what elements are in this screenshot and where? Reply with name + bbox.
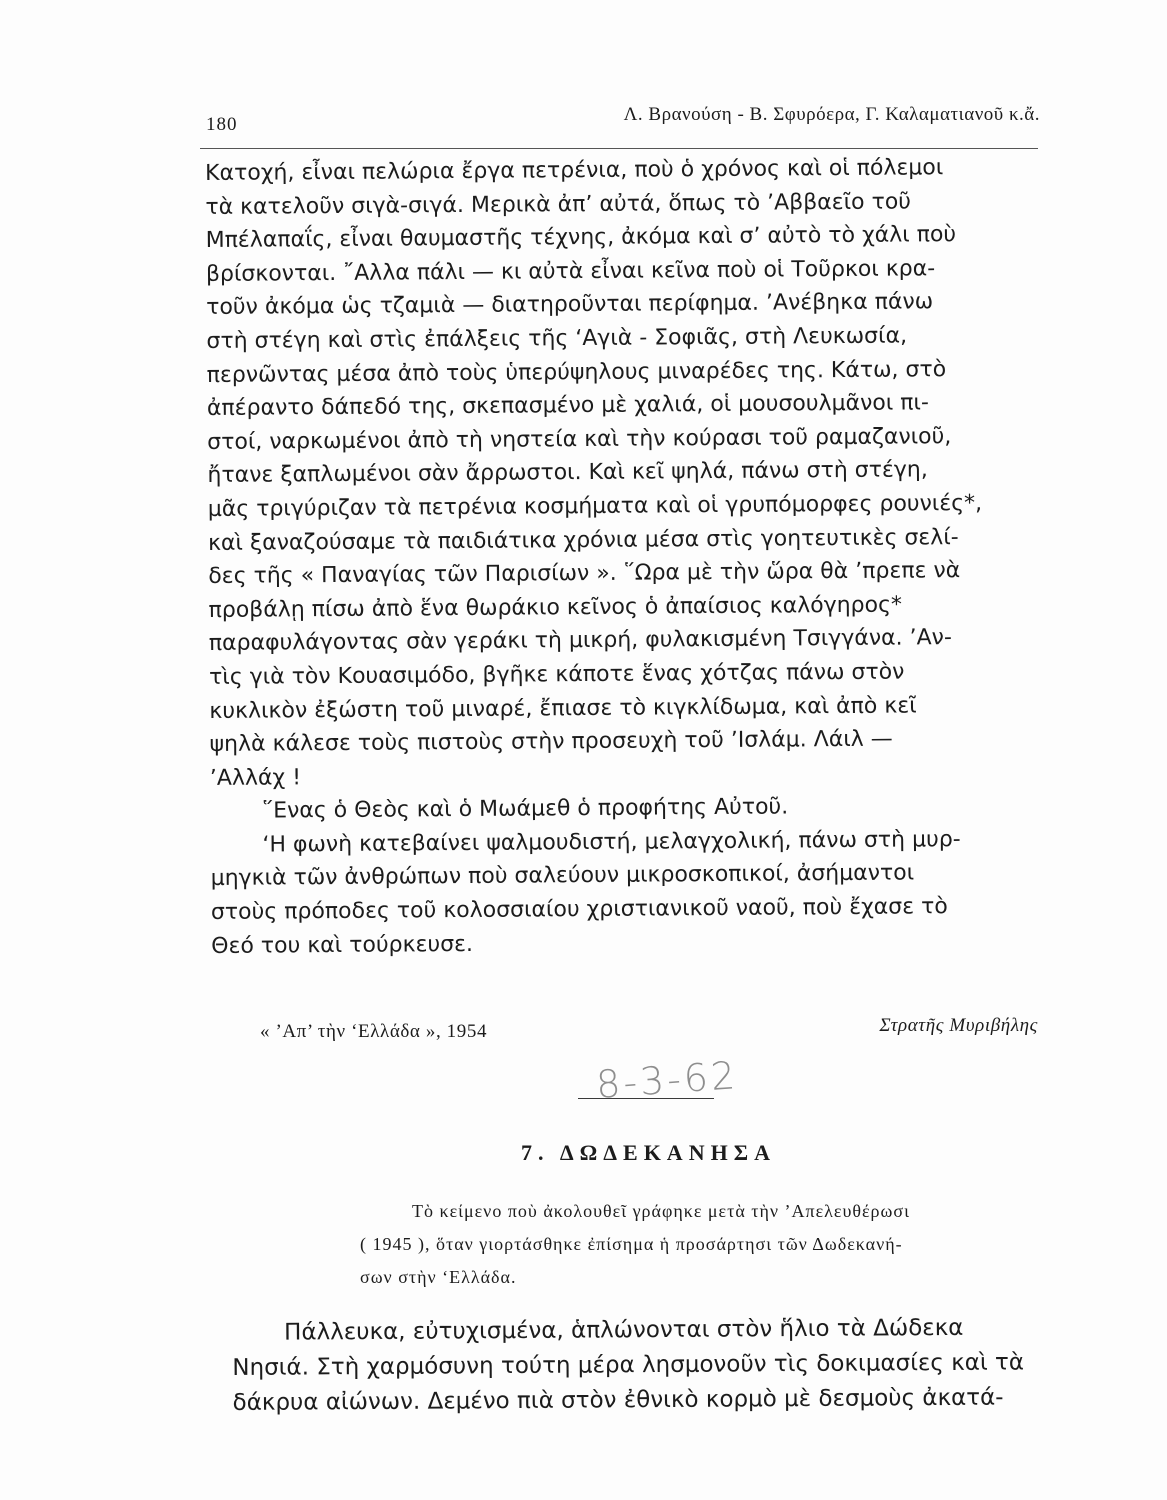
author-name: Στρατῆς Μυριβήλης <box>879 1015 1038 1036</box>
text-line: βρίσκονται. ῎Αλλα πάλι — κι αὐτὰ εἶναι κεῖνα ποὺ οἱ Τοῦρκοι κρα- <box>205 256 936 287</box>
text-line: ἀπέραντο δάπεδό της, σκεπασμένο μὲ χαλιά, οἱ μουσουλμᾶνοι πι- <box>206 390 929 422</box>
section-body-text <box>232 1310 1073 1421</box>
text-line: στὴ στέγη καὶ στὶς ἐπάλξεις τῆς ‘Αγιὰ - Σοφιᾶς, στὴ Λευκωσία, <box>206 323 908 354</box>
text-line: τὶς γιὰ τὸν Κουασιμόδο, βγῆκε κάποτε ἕνας χότζας πάνω στὸν <box>208 659 905 690</box>
text-line: Κατοχή, εἶναι πελώρια ἔργα πετρένια, ποὺ ὁ χρόνος καὶ οἱ πόλεμοι <box>205 155 944 186</box>
passage-text <box>205 150 1056 963</box>
handwritten-date: 8-3-62 <box>594 1053 740 1107</box>
text-line: Νησιά. Στὴ χαρμόσυνη τούτη μέρα λησμονοῦν τὶς δοκιμασίες καὶ τὰ <box>232 1349 1025 1381</box>
text-line: περνῶντας μέσα ἀπὸ τοὺς ὑπερύψηλους μιναρέδες της. Κάτω, στὸ <box>206 356 947 388</box>
text-line: μηγκιὰ τῶν ἀνθρώπων ποὺ σαλεύουν μικροσκοπικοί, ἀσήμαντοι <box>210 860 915 892</box>
text-line: δάκρυα αἰώνων. Δεμένο πιὰ στὸν ἐθνικὸ κορμὸ μὲ δεσμοὺς ἀκατά- <box>232 1384 1004 1416</box>
text-line: ῞Ενας ὁ Θεὸς καὶ ὁ Μωάμεθ ὁ προφήτης Αὐτοῦ. <box>262 794 789 824</box>
handwritten-underline <box>578 1098 714 1099</box>
page-number: 180 <box>206 114 238 135</box>
text-line: καὶ ξαναζούσαμε τὰ παιδιάτικα χρόνια μέσα στὶς γοητευτικὲς σελί- <box>207 524 959 556</box>
text-line: Μπέλαπαΐς, εἶναι θαυμαστῆς τέχνης, ἀκόμα καὶ σ’ αὐτὸ τὸ χάλι ποὺ <box>205 222 957 254</box>
text-line: παραφυλάγοντας σὰν γεράκι τὴ μικρή, φυλακισμένη Τσιγγάνα. ’Αν- <box>208 625 952 657</box>
text-line: τὰ κατελοῦν σιγὰ-σιγά. Μερικὰ ἀπ’ αὐτά, ὅπως τὸ ’Αββαεῖο τοῦ <box>205 189 912 220</box>
intro-line: Τὸ κείμενο ποὺ ἀκολουθεῖ γράφηκε μετὰ τὴν ’Απελευθέρωσι <box>412 1201 910 1221</box>
text-line: ψηλὰ κάλεσε τοὺς πιστοὺς στὴν προσευχὴ τοῦ ’Ισλάμ. Λάιλ — <box>209 726 893 758</box>
text-line: προβάλῃ πίσω ἀπὸ ἕνα θωράκιο κεῖνος ὁ ἀπαίσιος καλόγηρος* <box>208 592 903 623</box>
text-line: Θεό του καὶ τούρκευσε. <box>211 931 474 959</box>
page-header <box>200 96 1040 136</box>
intro-line: σων στὴν ‘Ελλάδα. <box>360 1267 517 1287</box>
text-line: κυκλικὸν ἐξώστη τοῦ μιναρέ, ἔπιασε τὸ κιγκλίδωμα, καὶ ἀπὸ κεῖ <box>209 692 917 724</box>
section-intro <box>360 1195 1060 1294</box>
text-line: ἤτανε ξαπλωμένοι σὰν ἄρρωστοι. Καὶ κεῖ ψηλά, πάνω στὴ στέγη, <box>207 457 928 489</box>
section-title: 7. ΔΩΔΕΚΑΝΗΣΑ <box>521 1140 776 1165</box>
source-citation: « ’Απ’ τὴν ‘Ελλάδα », 1954 <box>260 1021 488 1042</box>
text-line: ’Αλλάχ ! <box>209 764 302 791</box>
text-line: μᾶς τριγύριζαν τὰ πετρένια κοσμήματα καὶ οἱ γρυπόμορφες ρουνιές*, <box>207 490 983 522</box>
header-rule <box>200 148 1038 149</box>
running-head: Λ. Βρανούση - Β. Σφυρόερα, Γ. Καλαματιανοῦ κ.ἄ. <box>623 104 1040 125</box>
text-line: στοί, ναρκωμένοι ἀπὸ τὴ νηστεία καὶ τὴν κούρασι τοῦ ραμαζανιοῦ, <box>207 423 952 455</box>
intro-line: ( 1945 ), ὅταν γιορτάσθηκε ἐπίσημα ἡ προσάρτησι τῶν Δωδεκανή- <box>360 1234 903 1254</box>
text-line: τοῦν ἀκόμα ὡς τζαμιὰ — διατηροῦνται περίφημα. ’Ανέβηκα πάνω <box>206 289 934 321</box>
text-line: στοὺς πρόποδες τοῦ κολοσσιαίου χριστιανικοῦ ναοῦ, ποὺ ἔχασε τὸ <box>210 894 948 926</box>
text-line: ‘Η φωνὴ κατεβαίνει ψαλμουδιστή, μελαγχολική, πάνω στὴ μυρ- <box>262 826 961 858</box>
source-row <box>200 1015 1040 1055</box>
text-line: δες τῆς « Παναγίας τῶν Παρισίων ». ῞Ωρα μὲ τὴν ὥρα θὰ ’πρεπε νὰ <box>208 558 961 590</box>
text-line: Πάλλευκα, εὐτυχισμένα, ἁπλώνονται στὸν ἥλιο τὰ Δώδεκα <box>284 1314 964 1346</box>
